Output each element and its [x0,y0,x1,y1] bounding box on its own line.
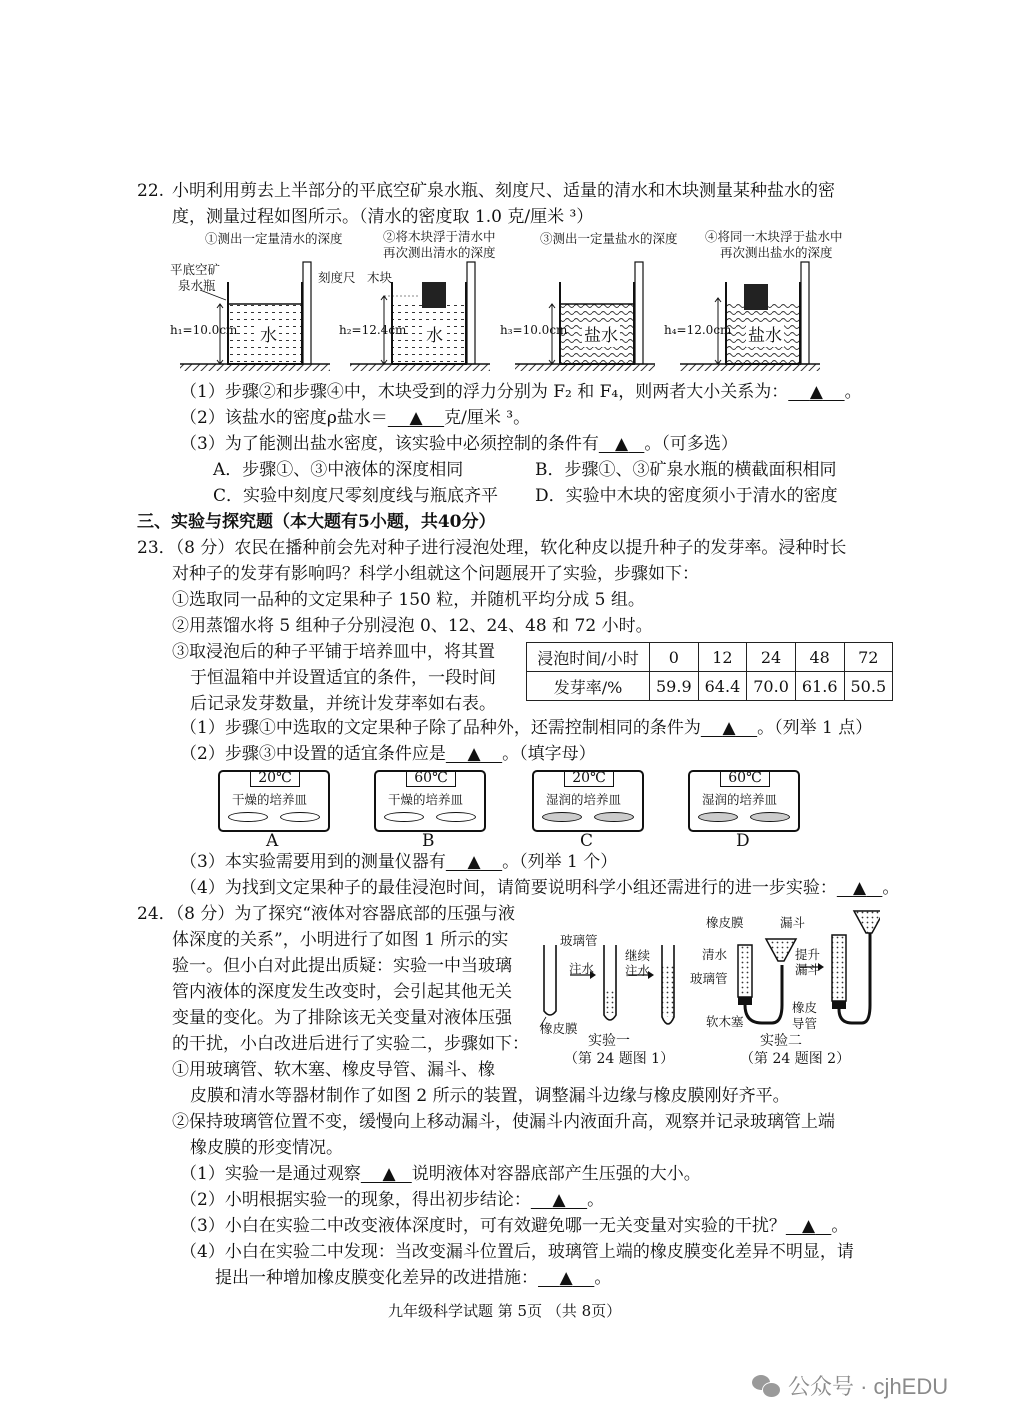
q22-sub2: （2）该盐水的密度ρ盐水＝ ▲ 克/厘米 ³。 [180,408,531,428]
answer-blank[interactable]: ▲ [467,744,481,764]
q22-option-c: C．实验中刻度尺零刻度线与瓶底齐平 [213,486,499,506]
q24-sub1: （1）实验一是通过观察 ▲ 说明液体对容器底部产生压强的大小。 [180,1164,701,1184]
table-cell: 61.6 [795,672,844,701]
answer-blank[interactable]: ▲ [467,852,481,872]
fig1-name: 实验一 [588,1033,630,1049]
fig2-caption: （第 24 题图 2） [740,1051,851,1067]
q23-sub2: （2）步骤③中设置的适宜条件应是 ▲ 。（填字母） [180,744,596,764]
q23-step3-2: 于恒温箱中并设置适宜的条件，一段时间 [190,668,496,688]
incubator-temp: 60℃ [720,770,770,787]
q24-line4: 管内液体的深度发生改变时，会引起其他无关 [172,982,512,1002]
incubator-c [532,770,644,832]
q24-sub2: （2）小明根据实验一的现象，得出初步结论： ▲ 。 [180,1190,605,1210]
block-label: 木块 [367,270,393,285]
tube-some-water [604,945,616,1020]
answer-blank[interactable]: ▲ [802,1216,816,1236]
fig1-membrane-label: 橡皮膜 [540,1021,578,1036]
table-cell: 12 [698,643,747,672]
wechat-icon [752,1373,780,1397]
q24-sub3: （3）小白在实验二中改变液体深度时，可有效避免哪一无关变量对实验的干扰？ ▲ 。 [180,1216,849,1236]
fig1-pour-label: 注水 [569,961,595,976]
q22-option-a: A．步骤①、③中液体的深度相同 [213,460,464,480]
q22-step4-caption-2: 再次测出盐水的深度 [720,245,833,260]
water-label-1: 水 [260,326,277,346]
incubator-label: 湿润的培养皿 [702,792,778,807]
q23-line2: 对种子的发芽有影响吗？科学小组就这个问题展开了实验，步骤如下： [172,564,699,584]
q23-sub4: （4）为找到文定果种子的最佳浸泡时间，请简要说明科学小组还需进行的进一步实验： ▲ 。 [180,878,900,898]
answer-blank[interactable]: ▲ [853,878,867,898]
petri-dish [228,812,268,822]
salt-label-1: 盐水 [584,326,618,346]
table-cell: 59.9 [650,672,699,701]
q24-line3: 验一。但小白对此提出质疑：实验一中当玻璃 [172,956,512,976]
germination-table [526,642,893,701]
bottle-label: 平底空矿 [170,262,221,277]
table-cell: 72 [844,643,893,672]
h3-label: h₃=10.0cm [500,323,568,337]
salt-label-2: 盐水 [748,326,782,346]
section-heading: 三、实验与探究题（本大题有5小题，共40分） [137,512,496,532]
q24-line8: 皮膜和清水等器材制作了如图 2 所示的装置，调整漏斗边缘与橡皮膜刚好齐平。 [190,1086,790,1106]
fig2-name: 实验二 [760,1033,802,1049]
q22-sub3: （3）为了能测出盐水密度，该实验中必须控制的条件有 ▲ 。（可多选） [180,434,738,454]
q22-step2-caption-2: 再次测出清水的深度 [383,245,496,260]
fig2-tube-label: 玻璃管 [690,971,728,986]
option-letter-d: D [736,831,750,851]
answer-blank[interactable]: ▲ [809,382,823,402]
table-row [527,643,893,672]
fig2-hose-label-2: 导管 [792,1016,818,1031]
q23-step2: ②用蒸馏水将 5 组种子分别浸泡 0、12、24、48 和 72 小时。 [172,616,653,636]
q23-step3: ③取浸泡后的种子平铺于培养皿中，将其置 [172,642,495,662]
water-label-2: 水 [426,326,443,346]
q23-line1: 23．（8 分）农民在播种前会先对种子进行浸泡处理，软化种皮以提升种子的发芽率。浸种时长 [137,538,847,558]
watermark-text: 公众号 · cjhEDU [788,1373,949,1399]
table-cell: 0 [650,643,699,672]
h2-label: h₂=12.4cm [339,323,407,337]
h4-label: h₄=12.0cm [664,323,732,337]
q22-line1: 小明利用剪去上半部分的平底空矿泉水瓶、刻度尺、适量的清水和木块测量某种盐水的密 [172,181,835,201]
answer-blank[interactable]: ▲ [615,434,629,454]
q24-line1: 24．（8 分）为了探究“液体对容器底部的压强与液 [137,904,516,924]
fig2-raise-label-2: 漏斗 [795,962,821,977]
fig1-tube-label: 玻璃管 [560,933,598,948]
q22-step4-caption: ④将同一木块浮于盐水中 [705,229,843,244]
fig2-funnel-label: 漏斗 [780,915,806,930]
incubator-b [374,770,486,832]
table-header: 发芽率/% [527,672,650,701]
table-cell: 24 [747,643,796,672]
petri-dish [542,812,582,822]
answer-blank[interactable]: ▲ [722,718,736,738]
beaker-1 [180,262,330,371]
ruler-label: 刻度尺 [318,270,356,285]
incubator-label: 干燥的培养皿 [388,792,464,807]
answer-blank[interactable]: ▲ [382,1164,396,1184]
answer-blank[interactable]: ▲ [409,408,423,428]
fig2-raise-label: 提升 [795,947,821,962]
incubator-label: 湿润的培养皿 [546,792,622,807]
table-cell: 48 [795,643,844,672]
beaker-2 [350,262,490,371]
incubator-temp: 20℃ [564,770,614,787]
q23-step3-3: 后记录发芽数量，并统计发芽率如右表。 [190,694,496,714]
tube-more-water [662,945,674,1024]
q24-line2: 体深度的关系”，小明进行了如图 1 所示的实 [172,930,509,950]
table-row [527,672,893,701]
petri-dish [436,812,476,822]
table-cell: 64.4 [698,672,747,701]
fig1-caption: （第 24 题图 1） [564,1051,675,1067]
incubator-d [688,770,800,832]
q22-figure [160,260,860,380]
fig1-continue-label-2: 注水 [625,963,651,978]
q23-sub1: （1）步骤①中选取的文定果种子除了品种外，还需控制相同的条件为 ▲ 。（列举 1 点） [180,718,873,738]
q24-line5: 变量的变化。为了排除该无关变量对液体压强 [172,1008,512,1028]
bottle-label-2: 泉水瓶 [178,278,216,293]
answer-blank[interactable]: ▲ [559,1268,573,1288]
fig2-hose-label: 橡皮 [792,1000,818,1015]
table-header: 浸泡时间/小时 [527,643,650,672]
fig2-cork-label: 软木塞 [706,1014,744,1029]
fig2-water-label: 清水 [702,947,728,962]
q22-step1-caption: ①测出一定量清水的深度 [205,231,343,246]
beaker-3 [515,262,655,371]
q22-sub1: （1）步骤②和步骤④中，木块受到的浮力分别为 F₂ 和 F₄，则两者大小关系为： ▲ 。 [180,382,862,402]
answer-blank[interactable]: ▲ [552,1190,566,1210]
petri-dish [384,812,424,822]
option-letter-c: C [580,831,594,851]
option-letter-a: A [266,831,279,851]
petri-dish [280,812,320,822]
q23-sub3: （3）本实验需要用到的测量仪器有 ▲ 。（列举 1 个） [180,852,618,872]
empty-tube [544,945,556,1015]
q22-option-b: B．步骤①、③矿泉水瓶的横截面积相同 [535,460,837,480]
option-letter-b: B [422,831,435,851]
watermark [752,1368,948,1402]
fig2-membrane-label: 橡皮膜 [706,915,744,930]
page-footer: 九年级科学试题 第 5页 （共 8页） [388,1302,622,1320]
table-cell: 50.5 [844,672,893,701]
petri-dish [750,812,790,822]
q22-number: 22. [137,181,165,201]
incubator-a [218,770,330,832]
fig1-continue-label: 继续 [625,948,651,963]
incubator-temp: 20℃ [250,770,300,787]
table-cell: 70.0 [747,672,796,701]
q24-line10: 橡皮膜的形变情况。 [190,1138,343,1158]
q24-line6: 的干扰，小白改进后进行了实验二，步骤如下： [172,1034,529,1054]
beaker-4 [680,262,820,371]
q24-sub4: （4）小白在实验二中发现：当改变漏斗位置后，玻璃管上端的橡皮膜变化差异不明显，请 [180,1242,854,1262]
q22-option-d: D．实验中木块的密度须小于清水的密度 [535,486,838,506]
petri-dish [594,812,634,822]
q22-step2-caption: ②将木块浮于清水中 [383,229,496,244]
raised-funnel-apparatus [832,905,880,1023]
q22-step3-caption: ③测出一定量盐水的深度 [540,231,678,246]
petri-dish [698,812,738,822]
q23-step1: ①选取同一品种的文定果种子 150 粒，并随机平均分成 5 组。 [172,590,645,610]
incubator-label: 干燥的培养皿 [232,792,308,807]
q24-line9: ②保持玻璃管位置不变，缓慢向上移动漏斗，使漏斗内液面升高，观察并记录玻璃管上端 [172,1112,835,1132]
q24-line7: ①用玻璃管、软木塞、橡皮导管、漏斗、橡 [172,1060,495,1080]
glass-tube-apparatus [738,939,796,1023]
q22-line2: 度，测量过程如图所示。（清水的密度取 1.0 克/厘米 ³） [172,207,594,227]
q24-sub4-2: 提出一种增加橡皮膜变化差异的改进措施： ▲ 。 [215,1268,612,1288]
h1-label: h₁=10.0cm [170,323,238,337]
incubator-temp: 60℃ [406,770,456,787]
